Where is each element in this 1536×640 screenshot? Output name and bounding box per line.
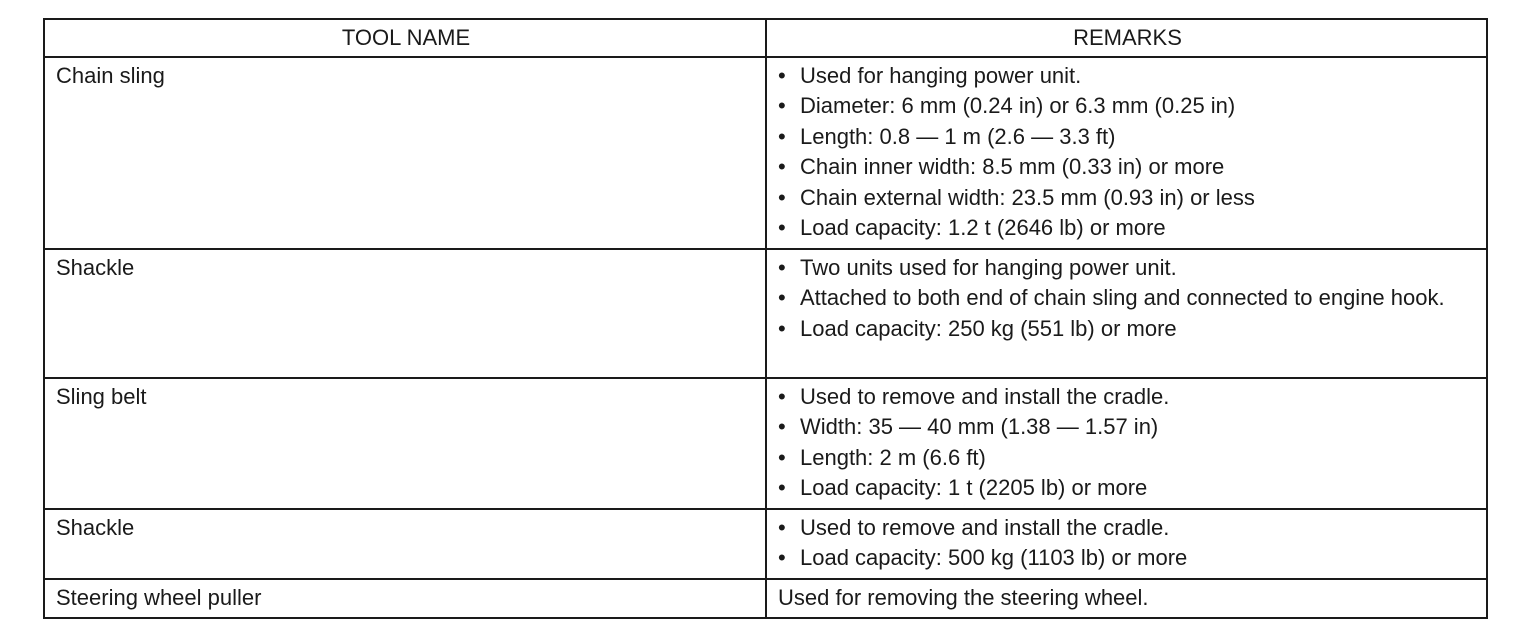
remark-item <box>778 183 1477 214</box>
bullet-icon: • <box>778 62 786 88</box>
remark-item <box>778 283 1477 314</box>
tool-name-cell: Chain sling <box>44 57 766 249</box>
bullet-icon: • <box>778 475 786 500</box>
remark-text: Attached to both end of chain sling and connected to engine hook. <box>800 285 1445 310</box>
remarks-cell <box>766 57 1487 249</box>
remark-item <box>778 513 1477 544</box>
remarks-cell <box>766 249 1487 378</box>
table-row <box>44 249 1487 378</box>
tool-name-cell: Steering wheel puller <box>44 579 766 619</box>
table-header-row <box>44 19 1487 57</box>
remark-text: Load capacity: 1.2 t (2646 lb) or more <box>800 215 1166 240</box>
remark-item <box>778 122 1477 153</box>
remark-text: Chain external width: 23.5 mm (0.93 in) or less <box>800 184 1255 210</box>
remark-text: Load capacity: 250 kg (551 lb) or more <box>800 315 1177 341</box>
header-tool-name: TOOL NAME <box>44 19 766 57</box>
remarks-cell: Used for removing the steering wheel. <box>766 579 1487 619</box>
remark-text: Length: 0.8 — 1 m (2.6 — 3.3 ft) <box>800 123 1116 149</box>
tool-name-cell: Shackle <box>44 509 766 579</box>
remarks-cell <box>766 509 1487 579</box>
header-remarks: REMARKS <box>766 19 1487 57</box>
table-row <box>44 57 1487 249</box>
bullet-icon: • <box>778 414 786 439</box>
remark-text: Diameter: 6 mm (0.24 in) or 6.3 mm (0.25 in) <box>800 93 1236 118</box>
bullet-icon: • <box>778 383 786 409</box>
remark-item <box>778 152 1477 183</box>
bullet-icon: • <box>778 514 786 540</box>
remark-item <box>778 473 1477 504</box>
remark-text: Width: 35 — 40 mm (1.38 — 1.57 in) <box>800 414 1159 439</box>
remark-text: Load capacity: 1 t (2205 lb) or more <box>800 475 1148 500</box>
remark-item <box>778 253 1477 284</box>
bullet-icon: • <box>778 154 786 179</box>
remark-text: Load capacity: 500 kg (1103 lb) or more <box>800 545 1188 570</box>
tool-name-cell: Shackle <box>44 249 766 378</box>
tools-table <box>43 18 1488 619</box>
remark-item <box>778 61 1477 92</box>
bullet-icon: • <box>778 254 786 280</box>
table-row <box>44 579 1487 619</box>
bullet-icon: • <box>778 184 786 210</box>
bullet-icon: • <box>778 215 786 240</box>
remark-text: Used for hanging power unit. <box>800 62 1082 88</box>
table-row <box>44 509 1487 579</box>
bullet-icon: • <box>778 123 786 149</box>
bullet-icon: • <box>778 444 786 470</box>
remark-text: Two units used for hanging power unit. <box>800 254 1177 280</box>
bullet-icon: • <box>778 545 786 570</box>
remark-item <box>778 443 1477 474</box>
remark-item <box>778 213 1477 244</box>
remark-text: Used to remove and install the cradle. <box>800 514 1170 540</box>
bullet-icon: • <box>778 315 786 341</box>
bullet-icon: • <box>778 285 786 310</box>
remark-text: Length: 2 m (6.6 ft) <box>800 444 986 470</box>
tool-name-cell: Sling belt <box>44 378 766 509</box>
remarks-cell <box>766 378 1487 509</box>
remark-item <box>778 382 1477 413</box>
remark-item <box>778 412 1477 443</box>
remark-item <box>778 314 1477 345</box>
remark-item <box>778 91 1477 122</box>
bullet-icon: • <box>778 93 786 118</box>
remark-item <box>778 543 1477 574</box>
remark-text: Chain inner width: 8.5 mm (0.33 in) or more <box>800 154 1225 179</box>
remark-text: Used to remove and install the cradle. <box>800 383 1170 409</box>
table-row <box>44 378 1487 509</box>
